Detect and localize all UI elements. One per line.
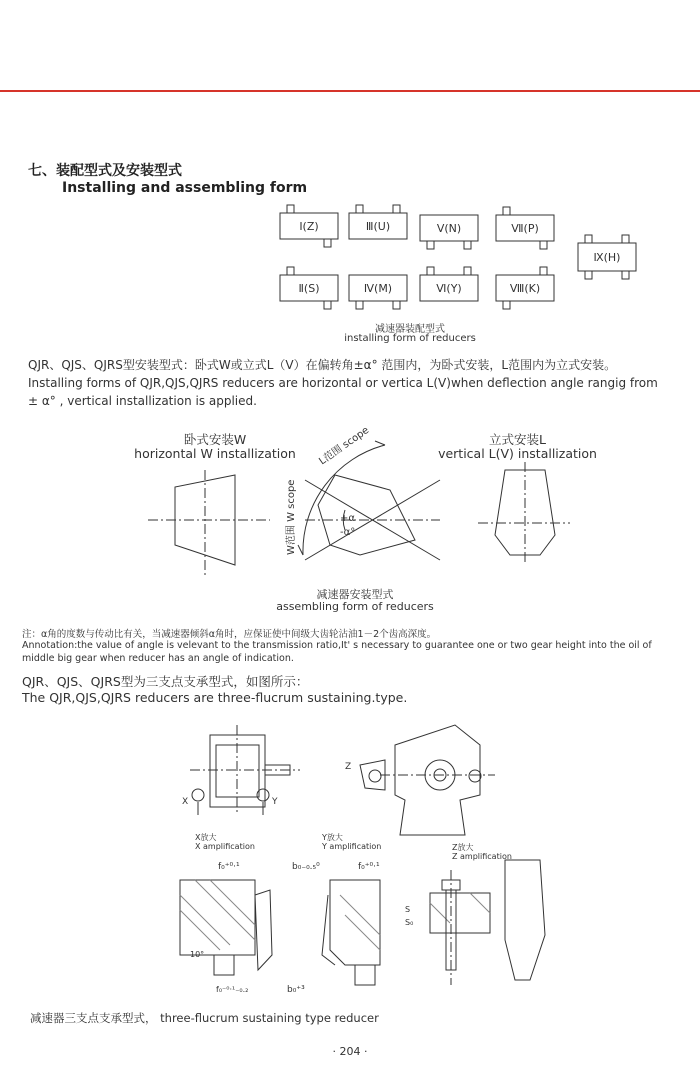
- install-text-cn: QJR、QJS、QJRS型安装型式：卧式W或立式L（V）在偏转角±α° 范围内，为卧式安装，L范围内为立式安装。: [28, 358, 617, 372]
- form-label: Ⅱ(S): [298, 282, 320, 295]
- page-number: · 204 ·: [332, 1045, 368, 1058]
- x-amp-cn: X放大: [195, 833, 217, 842]
- label-x: X: [182, 797, 189, 807]
- section-title-en: Installing and assembling form: [62, 180, 308, 196]
- s0-label: S₀: [405, 918, 414, 927]
- z-detail: [430, 860, 545, 985]
- minus-alpha: -α°: [340, 527, 356, 538]
- f-tolerance-right: f₀⁺⁰·¹: [358, 862, 380, 872]
- y-amp-en: Y amplification: [322, 842, 382, 851]
- annotation-en1: Annotation:the value of angle is velevant to the transmission ratio,It' s necessary to guarantee one or two gear height into the oil of: [22, 640, 652, 651]
- install-text-en2: ± α° , vertical installization is applied.: [28, 394, 257, 408]
- forms-caption-cn: 减速器装配型式: [375, 324, 445, 335]
- forms-caption-en: installing form of reducers: [344, 333, 476, 344]
- annotation-cn: 注：α角的度数与传动比有关，当减速器倾斜α角时，应保证使中间级大齿轮沾油1－2个齿高深度。: [22, 629, 437, 640]
- fulcrum-front-view: [190, 725, 300, 815]
- label-z: Z: [345, 762, 352, 772]
- form-label: Ⅰ(Z): [299, 220, 319, 233]
- w-scope-label: W范围 W scope: [286, 479, 297, 555]
- plus-alpha: +α: [340, 513, 355, 524]
- form-label: Ⅲ(U): [365, 220, 391, 233]
- b-bottom: b₀⁺³: [287, 985, 305, 995]
- f-bottom: f₀⁻⁰·¹₋₀.₂: [216, 985, 249, 994]
- horizontal-label-cn: 卧式安装W: [183, 432, 247, 447]
- s-label: S: [405, 905, 411, 914]
- y-detail: [322, 880, 380, 985]
- x-detail: [180, 880, 272, 975]
- three-fulcrum-en: The QJR,QJS,QJRS reducers are three-flucrum sustaining.type.: [22, 690, 408, 705]
- assembling-caption-en: assembling form of reducers: [276, 600, 434, 613]
- vertical-label-cn: 立式安装L: [489, 432, 546, 447]
- form-label: Ⅴ(N): [436, 222, 462, 235]
- form-label: Ⅵ(Y): [436, 282, 462, 295]
- vertical-label-en: vertical L(V) installization: [438, 446, 597, 461]
- three-fulcrum-caption: 减速器三支点支承型式， three-flucrum sustaining type reducer: [30, 1011, 379, 1025]
- x-amp-en: X amplification: [195, 842, 255, 851]
- three-fulcrum-cn: QJR、QJS、QJRS型为三支点支承型式，如图所示：: [22, 674, 309, 689]
- z-amp-en: Z amplification: [452, 852, 512, 861]
- b-tolerance: b₀₋₀.₅⁰: [292, 862, 320, 872]
- horizontal-label-en: horizontal W installization: [134, 446, 296, 461]
- fulcrum-side-view: [360, 725, 495, 835]
- z-amp-cn: Z放大: [452, 843, 474, 852]
- install-text-en1: Installing forms of QJR,QJS,QJRS reducers are horizontal or vertica L(V)when deflection angle rangig from: [28, 376, 658, 390]
- label-y: Y: [272, 797, 278, 807]
- form-label: Ⅷ(K): [509, 282, 541, 295]
- form-label: Ⅸ(H): [593, 251, 621, 264]
- form-label: Ⅳ(M): [363, 282, 393, 295]
- assembling-caption-cn: 减速器安装型式: [316, 588, 394, 601]
- y-amp-cn: Y放大: [322, 833, 343, 842]
- form-label: Ⅶ(P): [511, 222, 539, 235]
- annotation-en2: middle big gear when reducer has an angle of indication.: [22, 653, 294, 664]
- l-scope-label: L范围 scope: [317, 424, 372, 468]
- angle-10: 10°: [190, 950, 205, 959]
- f-tolerance-left: f₀⁺⁰·¹: [218, 862, 240, 872]
- vertical-reducer-drawing: [478, 462, 570, 565]
- section-title-cn: 七、装配型式及安装型式: [28, 163, 182, 179]
- horizontal-reducer-drawing: [148, 470, 270, 575]
